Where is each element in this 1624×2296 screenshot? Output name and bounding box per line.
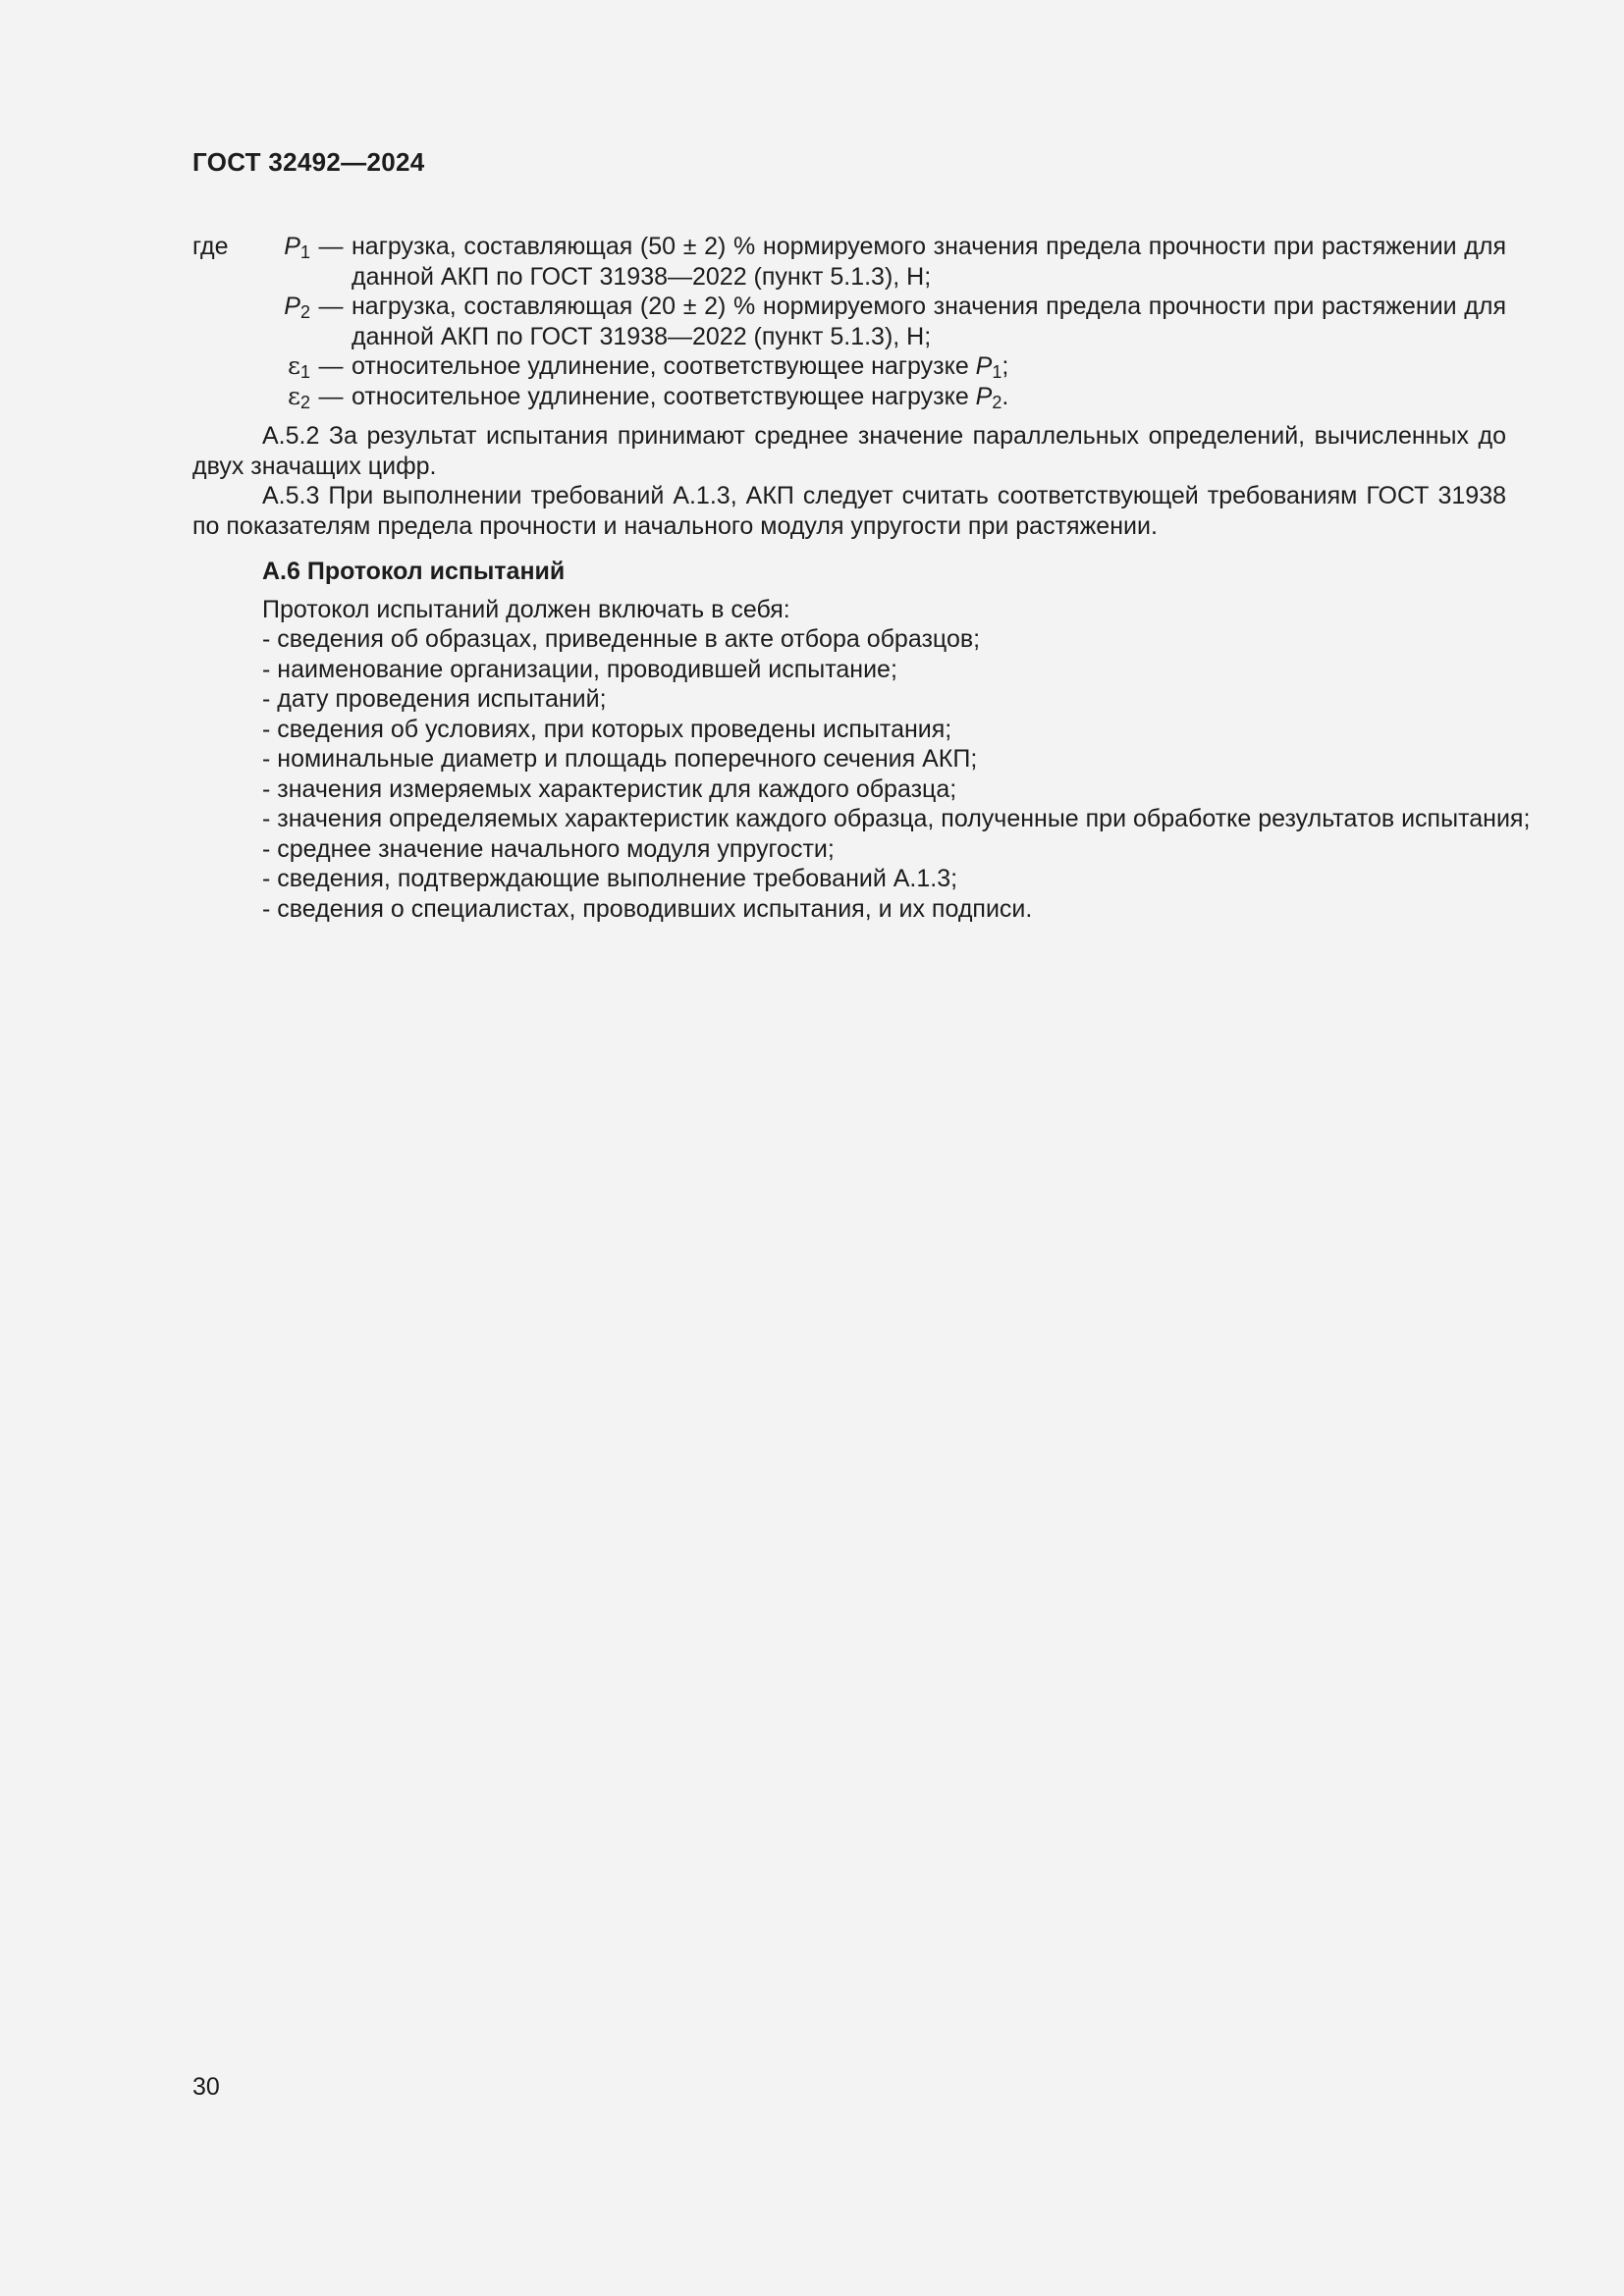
list-item: - наименование организации, проводившей испытание; — [262, 655, 897, 683]
definition-dash: — — [318, 352, 344, 380]
list-item: - среднее значение начального модуля упругости; — [262, 834, 835, 863]
protocol-contents-list — [262, 595, 1531, 925]
definition-term — [192, 292, 310, 322]
definition-text: нагрузка, составляющая (20 ± 2) % нормируемого значения предела прочности при растяжении для данной АКП по ГОСТ 31938—2022 (пункт 5.1.3), Н; — [352, 293, 1506, 350]
definition-dash: — — [318, 233, 344, 260]
definition-text-after: . — [1001, 382, 1009, 410]
page-content — [192, 232, 1531, 924]
symbol-p: P — [284, 293, 300, 320]
document-id-header: ГОСТ 32492—2024 — [192, 147, 425, 177]
list-item: - сведения об образцах, приведенные в акте отбора образцов; — [262, 625, 981, 653]
page-number: 30 — [192, 2073, 220, 2101]
list-item: - значения определяемых характеристик каждого образца, полученные при обработке результатов испытания; — [262, 805, 1531, 832]
definition-term — [192, 232, 310, 262]
ref-symbol-p: P — [975, 352, 993, 380]
list-intro: Протокол испытаний должен включать в себя: — [262, 595, 790, 623]
definition-p1 — [192, 232, 1506, 292]
ref-symbol-subscript: 2 — [992, 392, 1002, 412]
symbol-subscript: 1 — [299, 362, 310, 382]
definition-text-before: относительное удлинение, соответствующее нагрузке — [352, 382, 976, 410]
where-label: где — [192, 233, 229, 260]
ref-symbol-p: P — [975, 382, 993, 410]
list-item: - дату проведения испытаний; — [262, 685, 607, 713]
definition-p2 — [192, 292, 1506, 351]
definition-text-after: ; — [1001, 352, 1009, 380]
symbol-epsilon: ε — [288, 381, 300, 410]
symbol-subscript: 2 — [299, 302, 310, 322]
paragraph-a53: А.5.3 При выполнении требований А.1.3, АКП следует считать соответствующей требованиям ГОСТ 31938 по показателям предела прочности и начального модуля упругости при растяжении. — [192, 482, 1506, 540]
symbol-epsilon: ε — [288, 351, 300, 380]
definition-text: нагрузка, составляющая (50 ± 2) % нормируемого значения предела прочности при растяжении для данной АКП по ГОСТ 31938—2022 (пункт 5.1.3), Н; — [352, 233, 1506, 291]
list-item: - сведения об условиях, при которых проведены испытания; — [262, 715, 952, 743]
definition-text-before: относительное удлинение, соответствующее нагрузке — [352, 352, 976, 380]
section-title-a6: А.6 Протокол испытаний — [262, 558, 566, 585]
symbol-p: P — [284, 233, 300, 260]
definition-text — [352, 382, 1506, 412]
list-item: - сведения, подтверждающие выполнение требований А.1.3; — [262, 865, 958, 892]
definition-term — [192, 382, 310, 412]
definition-dash: — — [318, 293, 344, 320]
list-item: - значения измеряемых характеристик для каждого образца; — [262, 774, 957, 803]
definitions-list — [192, 232, 1506, 411]
ref-symbol-subscript: 1 — [992, 362, 1002, 382]
definition-e2 — [192, 382, 1506, 412]
list-item: - сведения о специалистах, проводивших испытания, и их подписи. — [262, 894, 1033, 923]
symbol-subscript: 1 — [299, 242, 310, 262]
symbol-subscript: 2 — [299, 392, 310, 412]
definition-term — [192, 351, 310, 382]
paragraph-a52: А.5.2 За результат испытания принимают среднее значение параллельных определений, вычисленных до двух значащих цифр. — [192, 422, 1506, 480]
list-item: - номинальные диаметр и площадь поперечного сечения АКП; — [262, 745, 978, 773]
definition-dash: — — [318, 382, 344, 410]
definition-e1 — [192, 351, 1506, 382]
definition-text — [352, 351, 1506, 382]
